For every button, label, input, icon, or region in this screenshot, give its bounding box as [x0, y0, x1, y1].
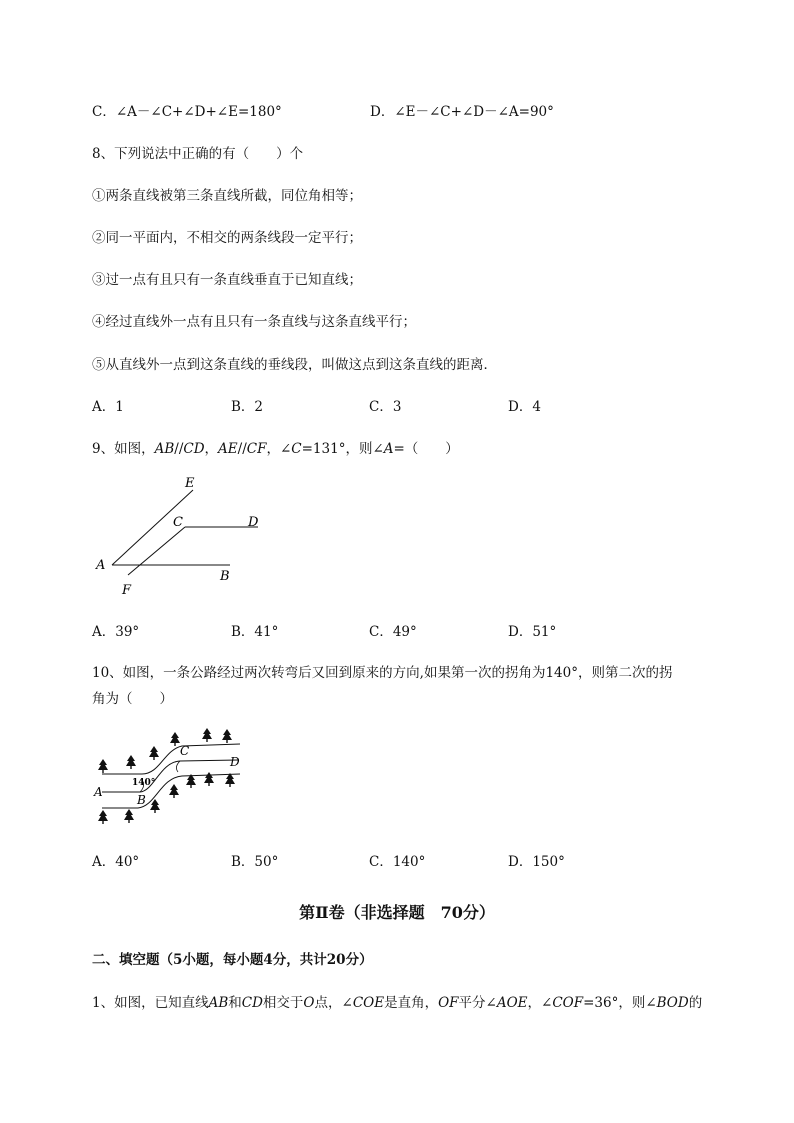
q8-option-b: B．2: [231, 399, 264, 415]
tree-icon: [126, 755, 136, 769]
tree-icon: [222, 729, 232, 743]
q9-option-a: A．39°: [92, 624, 140, 640]
label-b: B: [137, 793, 146, 807]
q7-option-d: D．∠E－∠C+∠D－∠A=90°: [370, 104, 554, 120]
label-a: A: [94, 785, 103, 799]
tree-icon: [98, 810, 108, 824]
q8-option-d: D．4: [508, 399, 541, 415]
q8-statement-5: ⑤从直线外一点到这条直线的垂线段，叫做这点到这条直线的距离．: [92, 357, 497, 373]
q10-stem-line-1: 10、如图，一条公路经过两次转弯后又回到原来的方向,如果第一次的拐角为140°，则第二次的拐: [92, 665, 673, 681]
part-two-title: 第Ⅱ卷（非选择题 70分）: [299, 903, 495, 922]
fill-q1-stem: 1、如图，已知直线AB和CD相交于O点，∠COE是直角，OF平分∠AOE，∠COF=36°，则∠BOD的: [92, 995, 703, 1011]
q9-option-b: B．41°: [231, 624, 279, 640]
label-c: C: [173, 515, 183, 530]
q9-option-d: D．51°: [508, 624, 557, 640]
angle-label: 140°: [132, 778, 156, 788]
q10-stem-line-2: 角为（ ）: [92, 691, 173, 707]
line-cf: [128, 527, 185, 575]
tree-icon: [204, 772, 214, 786]
label-d: D: [248, 515, 259, 530]
q8-stem: 8、下列说法中正确的有（ ）个: [92, 146, 304, 162]
label-e: E: [185, 476, 195, 491]
label-f: F: [122, 583, 132, 598]
q10-option-b: B．50°: [231, 854, 279, 870]
tree-icon: [98, 759, 108, 773]
angle-arc-c: [176, 761, 180, 772]
q10-option-c: C．140°: [369, 854, 426, 870]
fill-in-section-heading: 二、填空题（5小题，每小题4分，共计20分）: [92, 952, 373, 968]
road-center-line: [102, 760, 238, 792]
label-c: C: [180, 744, 190, 758]
q9-stem: 9、如图，AB//CD，AE//CF，∠C=131°，则∠A=（ ）: [92, 441, 459, 457]
road-edge-lower: [102, 774, 240, 808]
road-edge-upper: [102, 744, 240, 774]
q8-statement-2: ②同一平面内，不相交的两条线段一定平行；: [92, 230, 362, 246]
q8-option-c: C．3: [369, 399, 402, 415]
tree-icon: [170, 732, 180, 746]
label-b: B: [220, 569, 230, 584]
tree-icon: [225, 773, 235, 787]
q10-figure: [90, 722, 250, 832]
tree-icon: [124, 809, 134, 823]
tree-icon: [169, 784, 179, 798]
q10-option-d: D．150°: [508, 854, 565, 870]
tree-icon: [149, 746, 159, 760]
label-a: A: [96, 558, 106, 573]
q8-statement-3: ③过一点有且只有一条直线垂直于已知直线；: [92, 272, 362, 288]
q10-option-a: A．40°: [92, 854, 140, 870]
label-d: D: [230, 755, 240, 769]
tree-icon: [150, 799, 160, 813]
q8-statement-4: ④经过直线外一点有且只有一条直线与这条直线平行；: [92, 314, 416, 330]
q8-option-a: A．1: [92, 399, 124, 415]
tree-icon: [202, 728, 212, 742]
q9-figure: [90, 472, 270, 602]
q7-option-c: C．∠A－∠C+∠D+∠E=180°: [92, 104, 282, 120]
q8-statement-1: ①两条直线被第三条直线所截，同位角相等；: [92, 188, 362, 204]
q9-option-c: C．49°: [369, 624, 417, 640]
